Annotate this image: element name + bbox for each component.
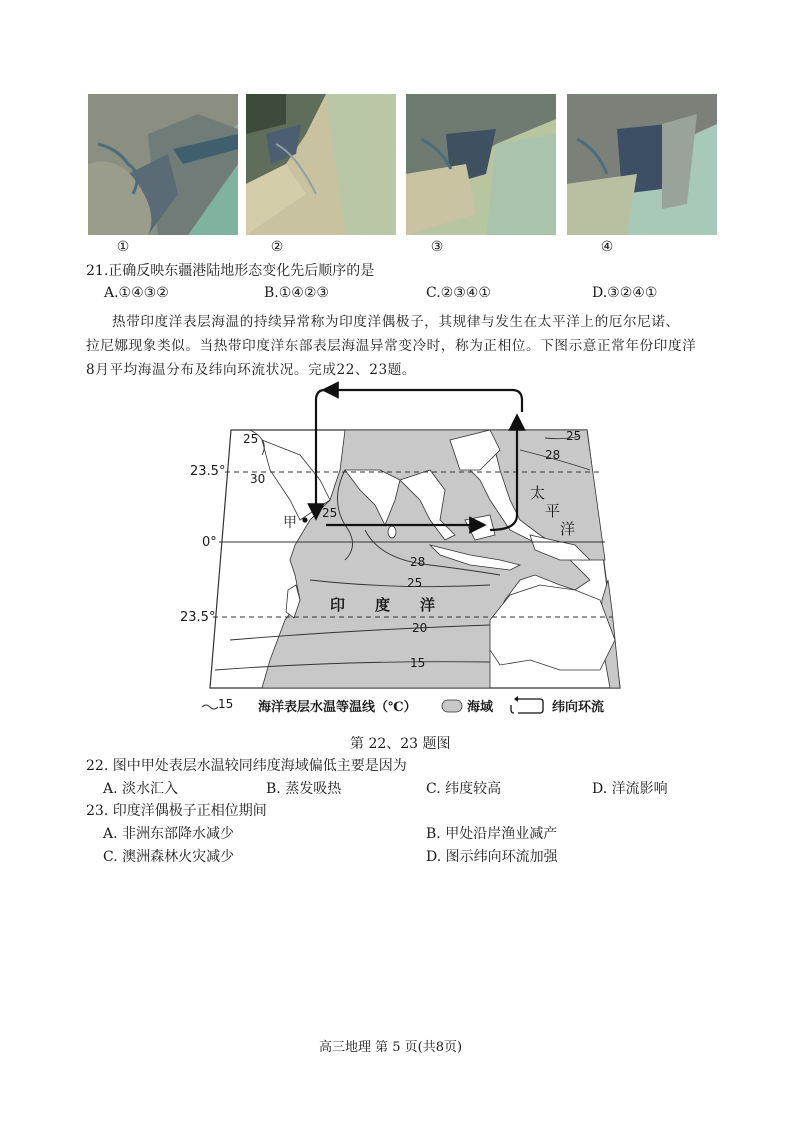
upper-westward-arrow — [330, 390, 522, 412]
q21-stem: 21.正确反映东疆港陆地形态变化先后顺序的是 — [86, 263, 375, 279]
point-jia — [302, 517, 307, 522]
q23-option-c: C. 澳洲森林火灾减少 — [103, 849, 235, 865]
q23-option-a: A. 非洲东部降水减少 — [103, 826, 235, 842]
isotherm-label: 25 — [322, 506, 338, 520]
indian-ocean-label-char: 度 — [375, 596, 391, 614]
isotherm-label: 25 — [566, 429, 582, 443]
indian-ocean-label-char: 印 — [330, 596, 346, 614]
isotherm-label: 25 — [407, 576, 423, 590]
image-label-1: ① — [116, 239, 130, 255]
figure-caption: 第 22、23 题图 — [350, 736, 451, 752]
isotherm-label: 15 — [410, 656, 426, 670]
q23-option-b: B. 甲处沿岸渔业减产 — [426, 826, 558, 842]
q22-option-d: D. 洋流影响 — [592, 781, 668, 797]
intro-line-2: 拉尼娜现象类似。当热带印度洋东部表层海温异常变冷时，称为正相位。下图示意正常年份印度洋 — [86, 338, 697, 354]
q21-option-b: B.①④②③ — [264, 285, 329, 301]
legend-sea-text: 海域 — [467, 700, 494, 715]
pacific-label-char: 洋 — [560, 520, 576, 538]
q21-option-a: A.①④③② — [104, 285, 169, 301]
lat-label-north: 23.5° — [190, 464, 226, 479]
legend-circulation-text: 纬向环流 — [552, 700, 605, 715]
isotherm-label: 28 — [545, 448, 561, 462]
lat-label-equator: 0° — [202, 535, 217, 550]
image-label-4: ④ — [600, 239, 614, 255]
q22-option-a: A. 淡水汇入 — [103, 781, 179, 797]
lat-label-south: 23.5° — [180, 610, 216, 625]
isotherm-label: 30 — [250, 472, 266, 486]
sea-legend-swatch — [442, 700, 462, 712]
isotherm-label: 25 — [243, 432, 259, 446]
point-jia-label: 甲 — [283, 515, 297, 531]
intro-line-1: 热带印度洋表层海温的持续异常称为印度洋偶极子，其规律与发生在太平洋上的厄尔尼诺、 — [112, 314, 680, 330]
image-label-3: ③ — [430, 239, 444, 255]
pacific-label-char: 平 — [545, 502, 561, 520]
isotherm-label: 28 — [410, 555, 426, 569]
q23-stem: 23. 印度洋偶极子正相位期间 — [86, 803, 267, 819]
intro-line-3: 8月平均海温分布及纬向环流状况。完成22、23题。 — [86, 362, 417, 378]
q23-option-d: D. 图示纬向环流加强 — [426, 849, 558, 865]
isotherm-label: 20 — [412, 621, 428, 635]
page-footer: 高三地理 第 5 页(共8页) — [319, 1040, 463, 1055]
q21-option-d: D.③②④① — [592, 285, 658, 301]
q22-stem: 22. 图中甲处表层水温较同纬度海域偏低主要是因为 — [86, 758, 407, 774]
legend-isotherm-text: 海洋表层水温等温线（℃） — [258, 700, 417, 715]
pacific-label-char: 太 — [530, 484, 546, 502]
q22-option-c: C. 纬度较高 — [426, 781, 502, 797]
q22-option-b: B. 蒸发吸热 — [266, 781, 342, 797]
image-label-2: ② — [270, 239, 284, 255]
legend-isotherm-sample: 15 — [218, 697, 234, 711]
q21-option-c: C.②③④① — [426, 285, 491, 301]
indian-ocean-label-char: 洋 — [420, 596, 436, 614]
